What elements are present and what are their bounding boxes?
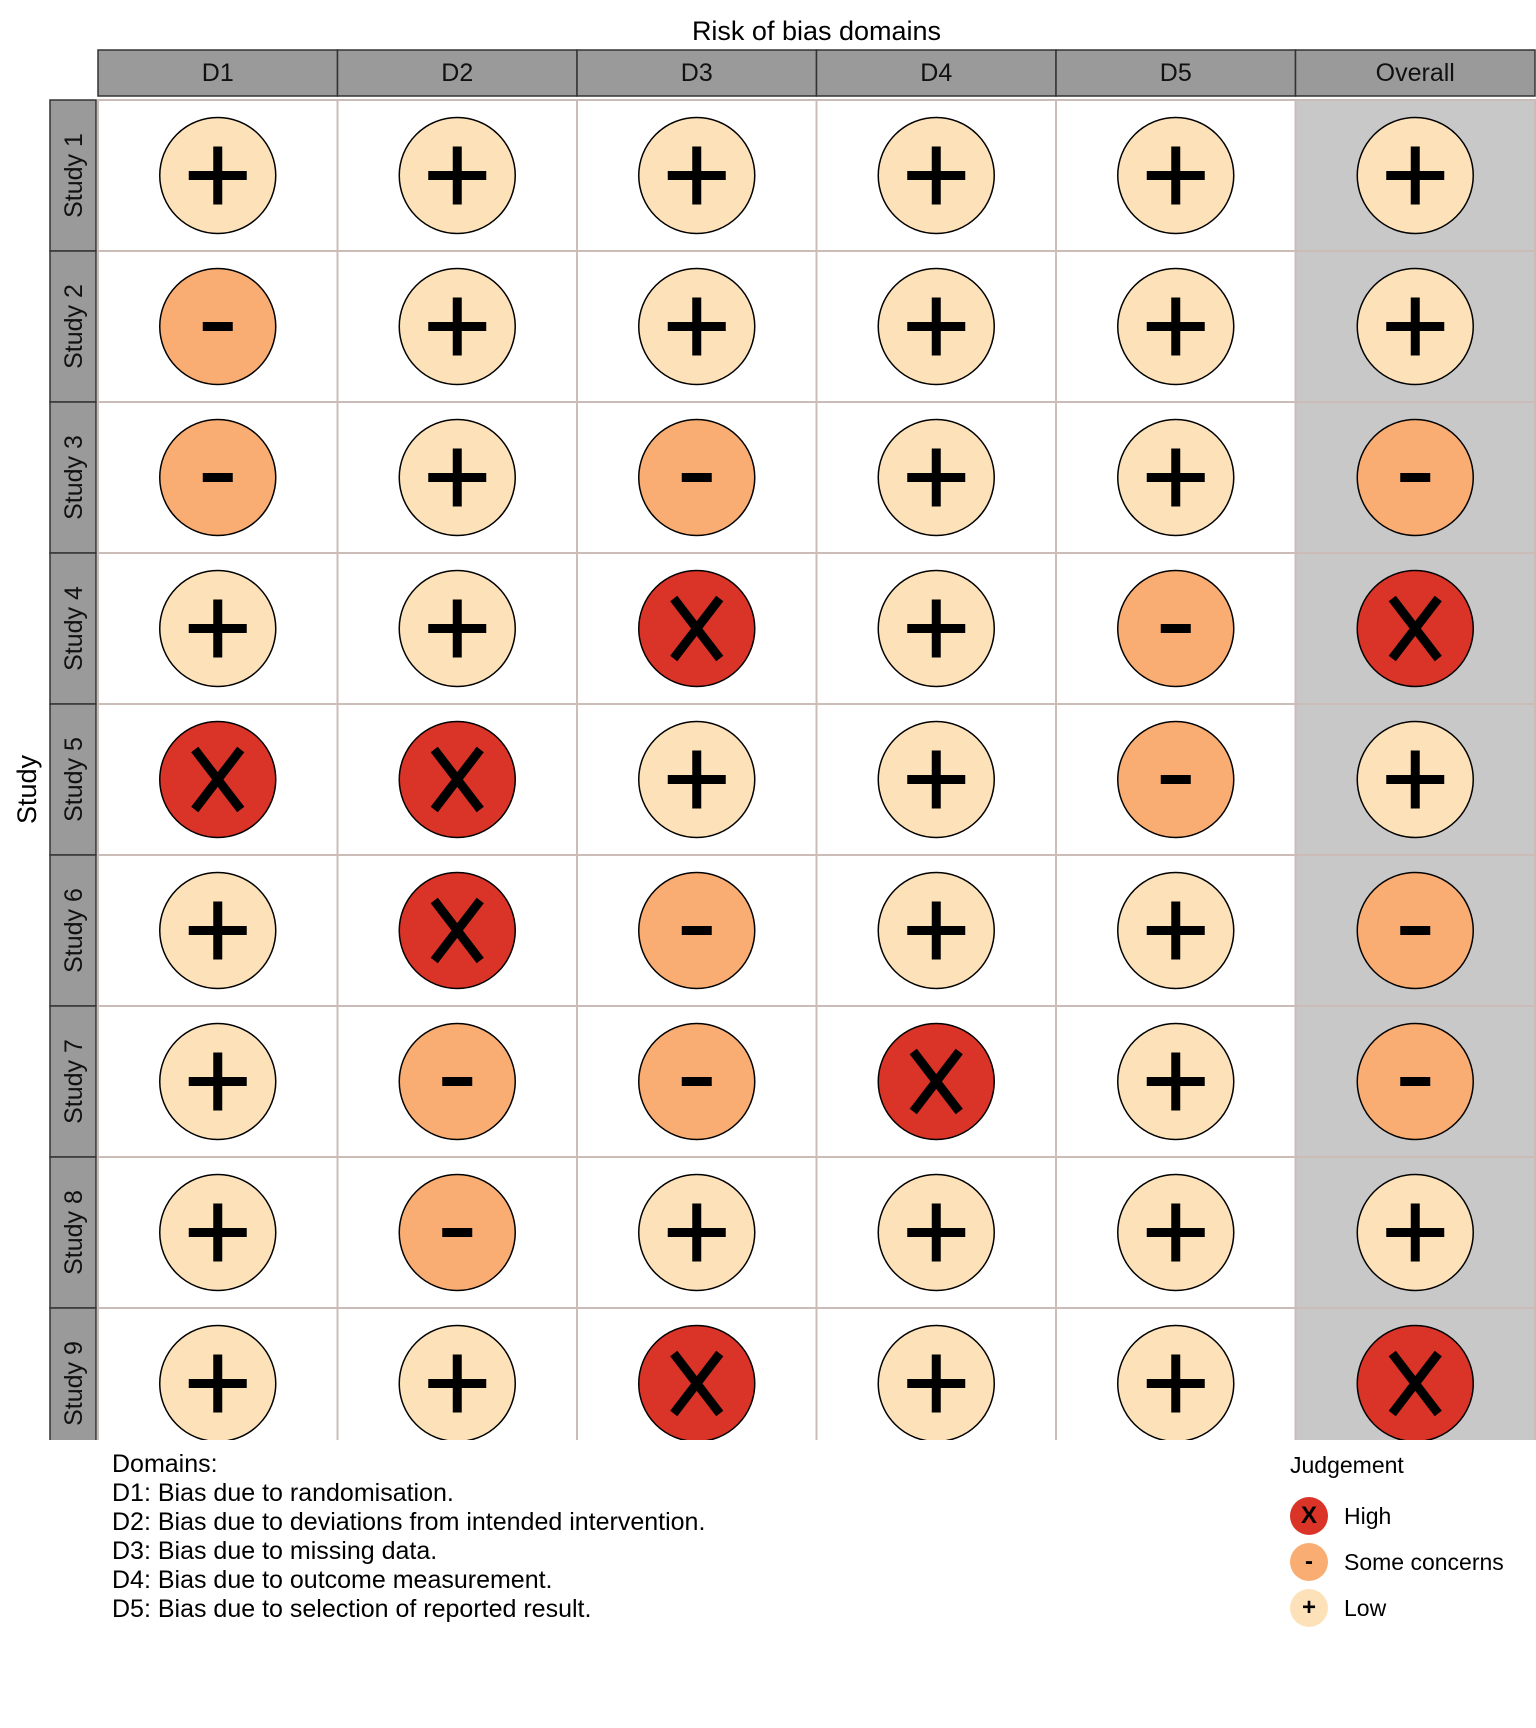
row-header-label-study-8: Study 8 [60,1190,88,1275]
domains-key-item-d2: D2: Bias due to deviations from intended intervention. [112,1508,706,1536]
judgement-legend [1290,1452,1530,1631]
column-header-label-d5: D5 [1159,59,1192,87]
y-axis-label: Study [12,754,42,825]
legend-label-high: High [1344,1502,1392,1529]
row-header-label-study-5: Study 5 [60,737,88,822]
row-header-label-study-7: Study 7 [60,1039,88,1124]
legend-key-low: + [1290,1589,1328,1627]
row-header-label-study-4: Study 4 [60,586,88,671]
legend-item-some-concerns [1290,1539,1530,1585]
column-header-label-d3: D3 [680,59,713,87]
domains-key-item-d4: D4: Bias due to outcome measurement. [112,1566,553,1594]
column-header-label-d1: D1 [201,59,234,87]
chart-title: Risk of bias domains [691,16,942,46]
domains-key-item-d3: D3: Bias due to missing data. [112,1537,438,1565]
row-header-label-study-6: Study 6 [60,888,88,973]
row-header-label-study-2: Study 2 [60,284,88,369]
column-header-label-d2: D2 [441,59,474,87]
row-header-label-study-9: Study 9 [60,1341,88,1426]
row-header-label-study-1: Study 1 [60,133,88,218]
legend-item-high [1290,1493,1530,1539]
domains-key [112,1450,705,1624]
legend-item-low [1290,1585,1530,1631]
legend-label-low: Low [1344,1594,1387,1621]
legend-label-some-concerns: Some concerns [1344,1548,1504,1575]
column-header-label-d4: D4 [920,59,953,87]
domains-key-item-d5: D5: Bias due to selection of reported result. [112,1595,592,1623]
legend-key-high: X [1290,1497,1328,1535]
row-header-label-study-3: Study 3 [60,435,88,520]
legend-key-some-concerns: - [1290,1543,1328,1581]
domains-key-heading: Domains: [112,1450,218,1478]
legend-title: Judgement [1290,1452,1404,1478]
column-header-label-overall: Overall [1375,59,1455,87]
domains-key-item-d1: D1: Bias due to randomisation. [112,1479,454,1507]
